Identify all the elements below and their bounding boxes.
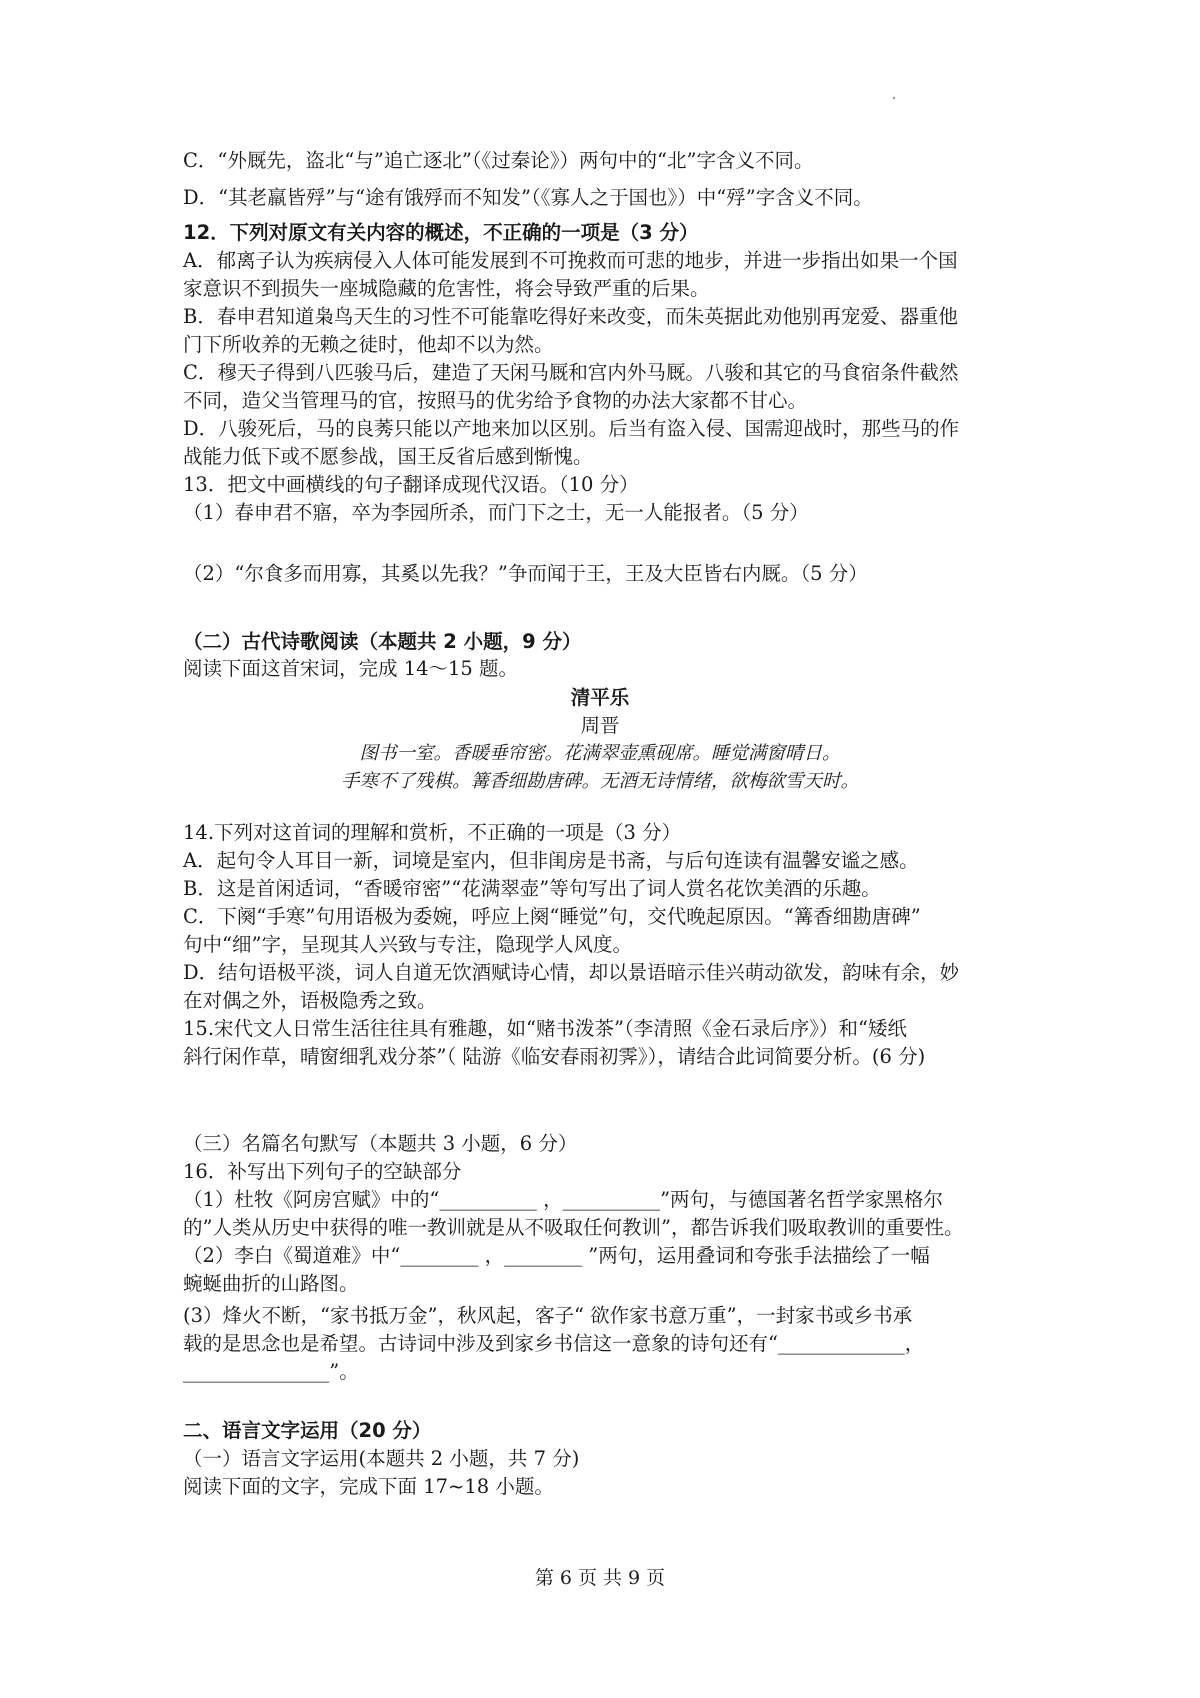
q14-option-d-line1: D．结句语极平淡，词人自道无饮酒赋诗心情，却以景语暗示佳兴萌动欲发，韵味有余，妙 bbox=[183, 961, 960, 984]
recitation-heading: （三）名篇名句默写（本题共 3 小题，6 分） bbox=[183, 1132, 578, 1155]
q12-option-d-line2: 战能力低下或不愿参战，国王反省后感到惭愧。 bbox=[183, 445, 593, 468]
q12-stem: 12．下列对原文有关内容的概述，不正确的一项是（3 分） bbox=[183, 221, 699, 244]
poem-author: 周晋 bbox=[580, 714, 620, 737]
poem-line-2: 手寒不了残棋。篝香细勘唐碑。无酒无诗情绪，欲梅欲雪天时。 bbox=[340, 771, 859, 792]
poetry-heading: （二）古代诗歌阅读（本题共 2 小题，9 分） bbox=[183, 630, 582, 653]
q14-option-c-line1: C．下阕“手寒”句用语极为委婉，呼应上阕“睡觉”句，交代晚起原因。“篝香细勘唐碑” bbox=[183, 905, 921, 928]
q14-option-b: B．这是首闲适词，“香暖帘密”“花满翠壶”等句写出了词人赏名花饮美酒的乐趣。 bbox=[183, 877, 881, 900]
q12-option-c-line2: 不同，造父当管理马的官，按照马的优劣给予食物的办法大家都不甘心。 bbox=[183, 389, 808, 412]
q14-option-a: A．起句令人耳目一新，词境是室内，但非闺房是书斋，与后句连读有温馨安谧之感。 bbox=[183, 849, 919, 872]
q16-stem: 16．补写出下列句子的空缺部分 bbox=[183, 1160, 462, 1183]
q12-option-d-line1: D．八骏死后，马的良莠只能以产地来加以区别。后当有盗入侵、国需迎战时，那些马的作 bbox=[183, 417, 960, 440]
q16-part3-line3: _______________”。 bbox=[183, 1360, 359, 1383]
section2-heading: 二、语言文字运用（20 分） bbox=[183, 1419, 432, 1442]
poem-line-1: 图书一室。香暖垂帘密。花满翠壶熏砚席。睡觉满窗晴日。 bbox=[359, 743, 841, 764]
q13-stem: 13．把文中画横线的句子翻译成现代汉语。（10 分） bbox=[183, 473, 639, 496]
section2-subheading: （一）语言文字运用(本题共 2 小题，共 7 分) bbox=[183, 1447, 580, 1470]
q16-part2-line2: 蜿蜒曲折的山路图。 bbox=[183, 1272, 359, 1295]
poem-title: 清平乐 bbox=[570, 686, 630, 709]
q14-option-d-line2: 在对偶之外，语极隐秀之致。 bbox=[183, 989, 437, 1012]
q12-option-c-line1: C．穆天子得到八匹骏马后，建造了天闲马厩和宫内外马厩。八骏和其它的马食宿条件截然 bbox=[183, 361, 959, 384]
q16-part1-line1: （1）杜牧《阿房宫赋》中的“__________ ，__________”两句，与德国著名哲学家黑格尔 bbox=[183, 1188, 944, 1211]
q14-option-c-line2: 句中“细”字，呈现其人兴致与专注，隐现学人风度。 bbox=[183, 933, 632, 956]
scan-speck bbox=[893, 97, 895, 99]
section2-intro: 阅读下面的文字，完成下面 17~18 小题。 bbox=[183, 1475, 554, 1498]
q12-option-b-line1: B．春申君知道枭鸟天生的习性不可能靠吃得好来改变，而朱英据此劝他别再宠爱、器重他 bbox=[183, 305, 958, 328]
q16-part1-line2: 的”人类从历史中获得的唯一教训就是从不吸取任何教训”，都告诉我们吸取教训的重要性。 bbox=[183, 1216, 964, 1239]
q15-line-1: 15.宋代文人日常生活往往具有雅趣，如“赌书泼茶”（李清照《金石录后序》）和“矮纸 bbox=[183, 1017, 907, 1040]
q11-option-c: C．“外厩先，盗北“与”追亡逐北”（《过秦论》）两句中的“北”字含义不同。 bbox=[183, 149, 814, 172]
q12-option-a-line1: A．郁离子认为疾病侵入人体可能发展到不可挽救而可悲的地步，并进一步指出如果一个国 bbox=[183, 249, 958, 272]
q16-part3-line2: 载的是思念也是希望。古诗词中涉及到家乡书信这一意象的诗句还有“_____________， bbox=[183, 1332, 925, 1355]
q13-sentence-2: （2）“尔食多而用寡，其奚以先我？”争而闻于王，王及大臣皆右内厩。（5 分） bbox=[183, 562, 868, 585]
q15-line-2: 斜行闲作草，晴窗细乳戏分茶”（ 陆游《临安春雨初霁》），请结合此词简要分析。(6 分) bbox=[183, 1045, 926, 1068]
q16-part3-line1: (3）烽火不断，“家书抵万金”，秋风起，客子“ 欲作家书意万重”，一封家书或乡书承 bbox=[183, 1304, 913, 1327]
q13-sentence-1: （1）春申君不寤，卒为李园所杀，而门下之士，无一人能报者。（5 分） bbox=[183, 501, 809, 524]
q12-option-b-line2: 门下所收养的无赖之徒时，他却不以为然。 bbox=[183, 333, 554, 356]
q11-option-d: D．“其老羸皆殍”与“途有饿殍而不知发”（《寡人之于国也》）中“殍”字含义不同。 bbox=[183, 186, 873, 209]
page-footer: 第 6 页 共 9 页 bbox=[534, 1567, 666, 1589]
q12-option-a-line2: 家意识不到损失一座城隐藏的危害性，将会导致严重的后果。 bbox=[183, 277, 710, 300]
q16-part2-line1: （2）李白《蜀道难》中“________ ，________ ”两句，运用叠词和夸张手法描绘了一幅 bbox=[183, 1244, 930, 1267]
q14-stem: 14.下列对这首词的理解和赏析，不正确的一项是（3 分） bbox=[183, 821, 682, 844]
poetry-intro: 阅读下面这首宋词，完成 14～15 题。 bbox=[183, 657, 519, 680]
